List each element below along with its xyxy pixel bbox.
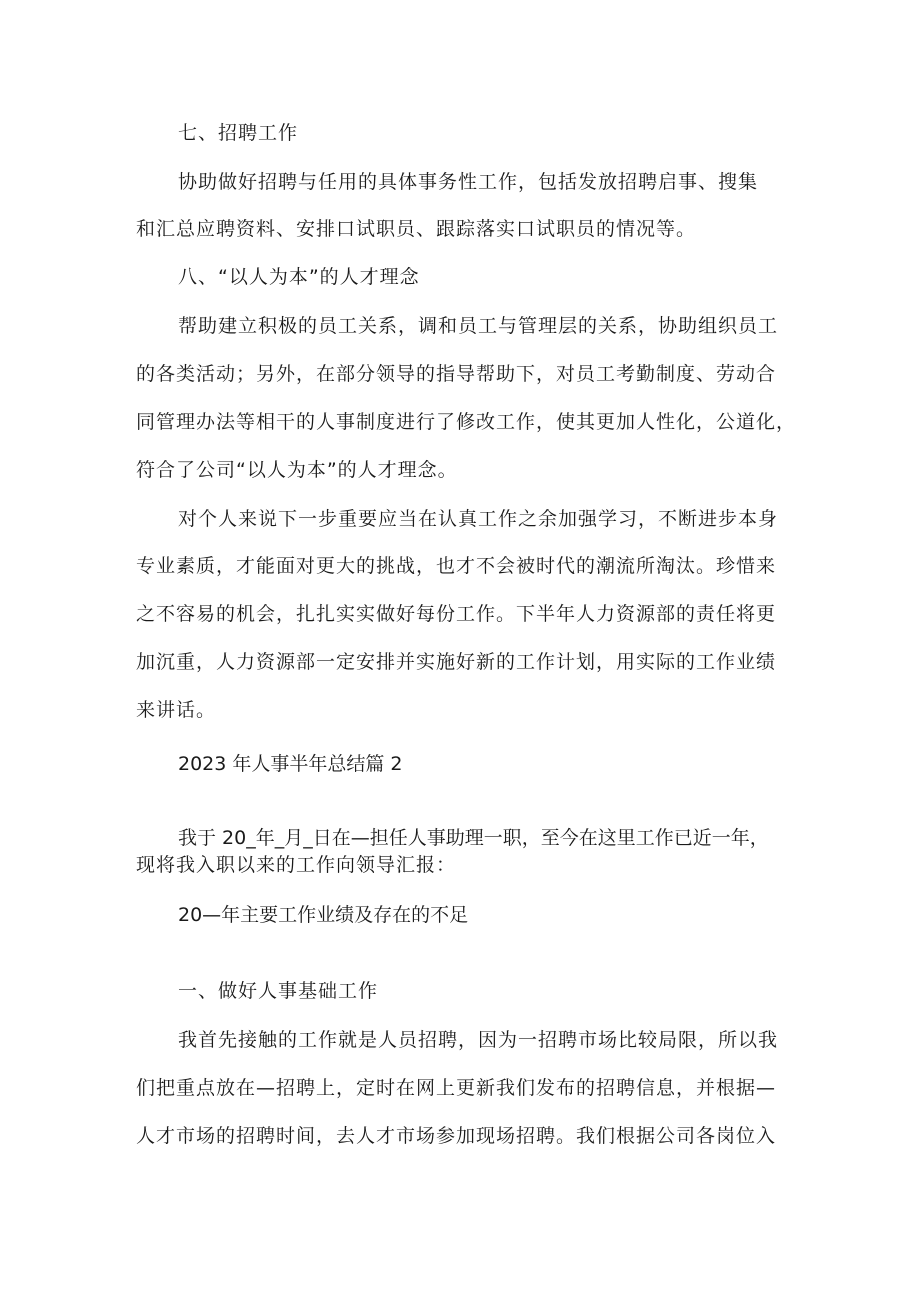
paragraph-line: 我首先接触的工作就是人员招聘，因为一招聘市场比较局限，所以我: [178, 1029, 779, 1051]
paragraph-line: 之不容易的机会，扎扎实实做好每份工作。下半年人力资源部的责任将更: [136, 603, 777, 625]
paragraph-line: 和汇总应聘资料、安排口试职员、跟踪落实口试职员的情况等。: [136, 218, 697, 240]
paragraph-line: 人才市场的招聘时间，去人才市场参加现场招聘。我们根据公司各岗位入: [136, 1125, 777, 1147]
paragraph-line: 同管理办法等相干的人事制度进行了修改工作，使其更加人性化，公道化，: [136, 411, 797, 433]
paragraph-line: 加沉重，人力资源部一定安排并实施好新的工作计划，用实际的工作业绩: [136, 651, 777, 673]
article-title: 2023 年人事半年总结篇 2: [178, 753, 403, 775]
summary-heading: 20—年主要工作业绩及存在的不足: [178, 904, 469, 926]
paragraph-line: 来讲话。: [136, 699, 217, 721]
section-heading-recruitment: 七、招聘工作: [178, 122, 299, 144]
paragraph-line: 们把重点放在—招聘上，定时在网上更新我们发布的招聘信息，并根据—: [136, 1077, 777, 1099]
paragraph-line: 协助做好招聘与任用的具体事务性工作，包括发放招聘启事、搜集: [178, 171, 759, 193]
paragraph-line: 帮助建立积极的员工关系，调和员工与管理层的关系，协助组织员工: [178, 315, 779, 337]
section-heading-people-oriented: 八、“以人为本”的人才理念: [178, 266, 420, 288]
paragraph-line: 符合了公司“以人为本”的人才理念。: [136, 459, 458, 481]
paragraph-line: 的各类活动；另外，在部分领导的指导帮助下，对员工考勤制度、劳动合: [136, 363, 777, 385]
paragraph-line: 对个人来说下一步重要应当在认真工作之余加强学习，不断进步本身: [178, 508, 779, 530]
section-heading-hr-basics: 一、做好人事基础工作: [178, 980, 379, 1002]
paragraph-line: 我于 20_年_月_日在—担任人事助理一职，至今在这里工作已近一年，: [178, 827, 769, 849]
paragraph-line: 现将我入职以来的工作向领导汇报：: [136, 854, 457, 876]
paragraph-line: 专业素质，才能面对更大的挑战，也才不会被时代的潮流所淘汰。珍惜来: [136, 555, 777, 577]
